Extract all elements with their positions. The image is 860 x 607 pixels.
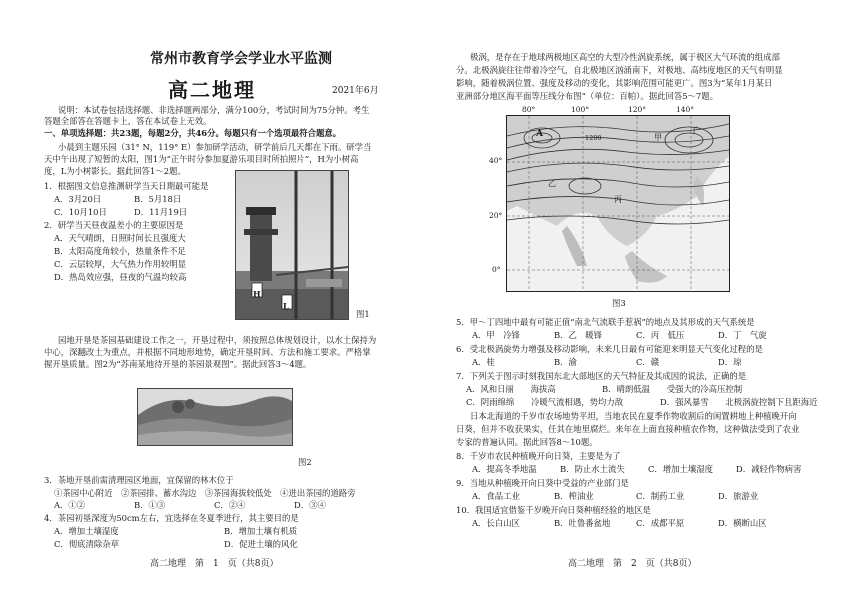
q6-option-a: A．桂 <box>472 357 495 367</box>
q1-option-a: A．3月20日 <box>54 194 102 204</box>
question-9: 9．当地从种植晚开向日葵中受益的产业部门是 <box>456 478 629 488</box>
sunflower-intro-line-2: 日葵，但并不收获果实，任其在地里腐烂。来年在上面直接种植农作物，这种做法受到了农业 <box>456 424 800 434</box>
map-label-bing: 丙 <box>614 195 622 204</box>
map-lat-0: 0° <box>492 265 501 274</box>
q4-option-d: D．促进土壤的风化 <box>224 539 298 549</box>
q3-option-c: C．②④ <box>214 500 246 510</box>
figure-2-photo <box>137 388 293 446</box>
polar-intro-line-2: 分。北极涡旋往往带着冷空气，自北极地区汹涌南下，对极地、高纬度地区的天气有明显 <box>456 65 783 75</box>
polar-intro-line-4: 亚洲部分地区海平面等压线分布图”（单位：百帕）。据此回答5～7题。 <box>456 91 718 101</box>
question-4: 4．茶园初垦深度为50cm左右，宜选择在冬夏季进行，其主要目的是 <box>44 513 299 523</box>
question-3: 3．茶地开垦前需清理园区地面，宜保留的林木位于 <box>44 475 234 485</box>
question-2: 2．研学当天昼夜温差小的主要原因是 <box>44 220 184 230</box>
intro2-line-1: 园地开垦是茶园基础建设工作之一，开垦过程中，须按照总体规划设计，以水土保持为 <box>58 335 377 345</box>
q5-option-a: A．甲 冷锋 <box>472 330 520 340</box>
q3-option-a: A．①② <box>54 500 86 510</box>
intro1-line-3: 度，L为小树影长。据此回答1～2题。 <box>44 166 186 176</box>
polar-intro-line-3: 影响，随着极涡位置、强度及移动的变化，其影响范围可能更广。图3为“某年1月某日 <box>456 78 773 88</box>
q5-option-b: B．乙 暖锋 <box>554 330 603 340</box>
q2-option-c: C．云层较厚，大气热力作用较明显 <box>54 259 187 269</box>
q10-option-d: D．横断山区 <box>718 518 767 528</box>
map-label-ding: 丁 <box>690 126 698 135</box>
intro1-line-1: 小晨到主题乐园（31° N，119° E）参加研学活动，研学前后几天都在下雨。研学当 <box>58 142 372 152</box>
sunflower-intro-line-3: 专家的普遍认同。据此回答8～10题。 <box>456 437 598 447</box>
q2-option-d: D．热岛效应强，昼夜的气温均较高 <box>54 272 187 282</box>
q1-option-d: D．11月19日 <box>134 207 188 217</box>
intro2-line-3: 握开垦质量。图2为“苏南某地待开垦的茶园景观图”。据此回答3～4题。 <box>44 359 312 369</box>
map-isobar-value: 1200 <box>585 134 602 142</box>
figure-1-mark-h: H <box>253 289 261 299</box>
q8-option-b: B．防止水土流失 <box>560 464 625 474</box>
intro1-line-2: 天中午出现了短暂的太阳，图1为“正午时分参加夏游乐项目时所拍照片”，H为小树高 <box>44 154 359 164</box>
q4-option-c: C．彻底清除杂草 <box>54 539 120 549</box>
map-label-a: A <box>536 129 543 139</box>
map-lon-100: 100° <box>571 105 590 114</box>
figure-2-caption: 图2 <box>298 457 312 467</box>
q1-option-c: C．10月10日 <box>54 207 107 217</box>
question-6: 6．受北极涡旋势力增强及移动影响，未来几日最有可能迎来明显天气变化过程的是 <box>456 344 763 354</box>
question-1: 1．根据图文信息推测研学当天日期最可能是 <box>44 181 209 191</box>
map-lon-120: 120° <box>628 105 647 114</box>
sunflower-intro-line-1: 日本北海道的千岁市农场地势平坦，当地农民在夏季作物收割后的闲置耕地上种植晚开向 <box>470 411 797 421</box>
q5-option-d: D．丁 气旋 <box>718 330 767 340</box>
page-2-footer: 高二地理 第 2 页（共8页） <box>568 559 697 569</box>
q9-option-b: B．榨油业 <box>554 491 594 501</box>
q6-option-d: D．琼 <box>718 357 742 367</box>
q8-option-d: D．减轻作物病害 <box>736 464 802 474</box>
question-10: 10．我国适宜借鉴千岁晚开向日葵种植经验的地区是 <box>456 505 651 515</box>
q8-option-c: C．增加土壤湿度 <box>648 464 714 474</box>
q10-option-b: B．吐鲁番盆地 <box>554 518 611 528</box>
q9-option-a: A．食品工业 <box>472 491 520 501</box>
q4-option-a: A．增加土壤湿度 <box>54 526 119 536</box>
map-lat-20: 20° <box>489 211 503 220</box>
map-lon-80: 80° <box>522 105 536 114</box>
q2-option-a: A．天气晴朗，日照时间长且强度大 <box>54 233 186 243</box>
q9-option-d: D．旅游业 <box>718 491 759 501</box>
question-5: 5．甲～丁四地中最有可能正值“南北气流联手惹祸”的地点及其形成的天气系统是 <box>456 317 755 327</box>
q9-option-c: C．制药工业 <box>636 491 685 501</box>
subject-title: 高二地理 <box>168 78 256 102</box>
q7-option-b: B．晴朗低温 受强大的冷高压控制 <box>602 384 743 394</box>
q7-option-c: C．阴雨绵绵 冷暖气流相遇，势均力敌 <box>466 397 624 407</box>
intro2-line-2: 中心，深翻改土为重点，并根据不同地形地势，确定开垦时间、方法和施工要求。严格掌 <box>44 347 371 357</box>
q1-option-b: B．5月18日 <box>134 194 182 204</box>
q6-option-c: C．赣 <box>636 357 660 367</box>
question-7: 7．下列关于图示时刻我国东北大部地区的天气特征及其成因的说法，正确的是 <box>456 371 747 381</box>
figure-3-caption: 图3 <box>612 298 626 308</box>
q5-option-c: C．丙 低压 <box>636 330 685 340</box>
map-label-yi: 乙 <box>548 179 556 188</box>
figure-1-caption: 图1 <box>356 309 370 319</box>
q7-option-d: D．强风暴雪 北极涡旋控制下且距海近 <box>660 397 818 407</box>
q10-option-a: A．长白山区 <box>472 518 520 528</box>
map-lat-40: 40° <box>489 156 503 165</box>
q10-option-c: C．成都平原 <box>636 518 685 528</box>
page-1-footer: 高二地理 第 1 页（共8页） <box>150 559 279 569</box>
map-lon-140: 140° <box>676 105 695 114</box>
q4-option-b: B．增加土壤有机质 <box>224 526 298 536</box>
q3-option-d: D．③④ <box>294 500 326 510</box>
q3-statements: ①茶园中心附近 ②茶园排、蓄水沟边 ③茶园海拔较低处 ④进出茶园的道路旁 <box>54 488 356 498</box>
q2-option-b: B．太阳高度角较小，热量条件不足 <box>54 246 186 256</box>
q8-option-a: A．提高冬季地温 <box>472 464 537 474</box>
question-8: 8．千岁市农民种植晚开向日葵，主要是为了 <box>456 451 621 461</box>
notice-line-1: 说明：本试卷包括选择题、非选择题两部分，满分100分，考试时间为75分钟。考生 <box>58 105 370 115</box>
figure-2-illustration <box>138 389 292 445</box>
polar-intro-line-1: 极涡，是存在于地球两极地区高空的大型冷性涡旋系统，属于极区大气环流的组成部 <box>470 52 780 62</box>
q3-option-b: B．①③ <box>134 500 166 510</box>
q7-option-a: A．风和日丽 海拔高 <box>466 384 556 394</box>
notice-line-2: 答题全部答在答题卡上，答在本试卷上无效。 <box>44 116 212 126</box>
exam-date: 2021年6月 <box>332 86 379 96</box>
section-heading: 一、单项选择题：共23题，每题2分，共46分。每题只有一个选项最符合题意。 <box>44 128 342 138</box>
figure-1-mark-l: L <box>283 301 289 311</box>
q6-option-b: B．渝 <box>554 357 577 367</box>
map-label-jia: 甲 <box>654 133 662 142</box>
exam-title: 常州市教育学会学业水平监测 <box>150 51 332 67</box>
